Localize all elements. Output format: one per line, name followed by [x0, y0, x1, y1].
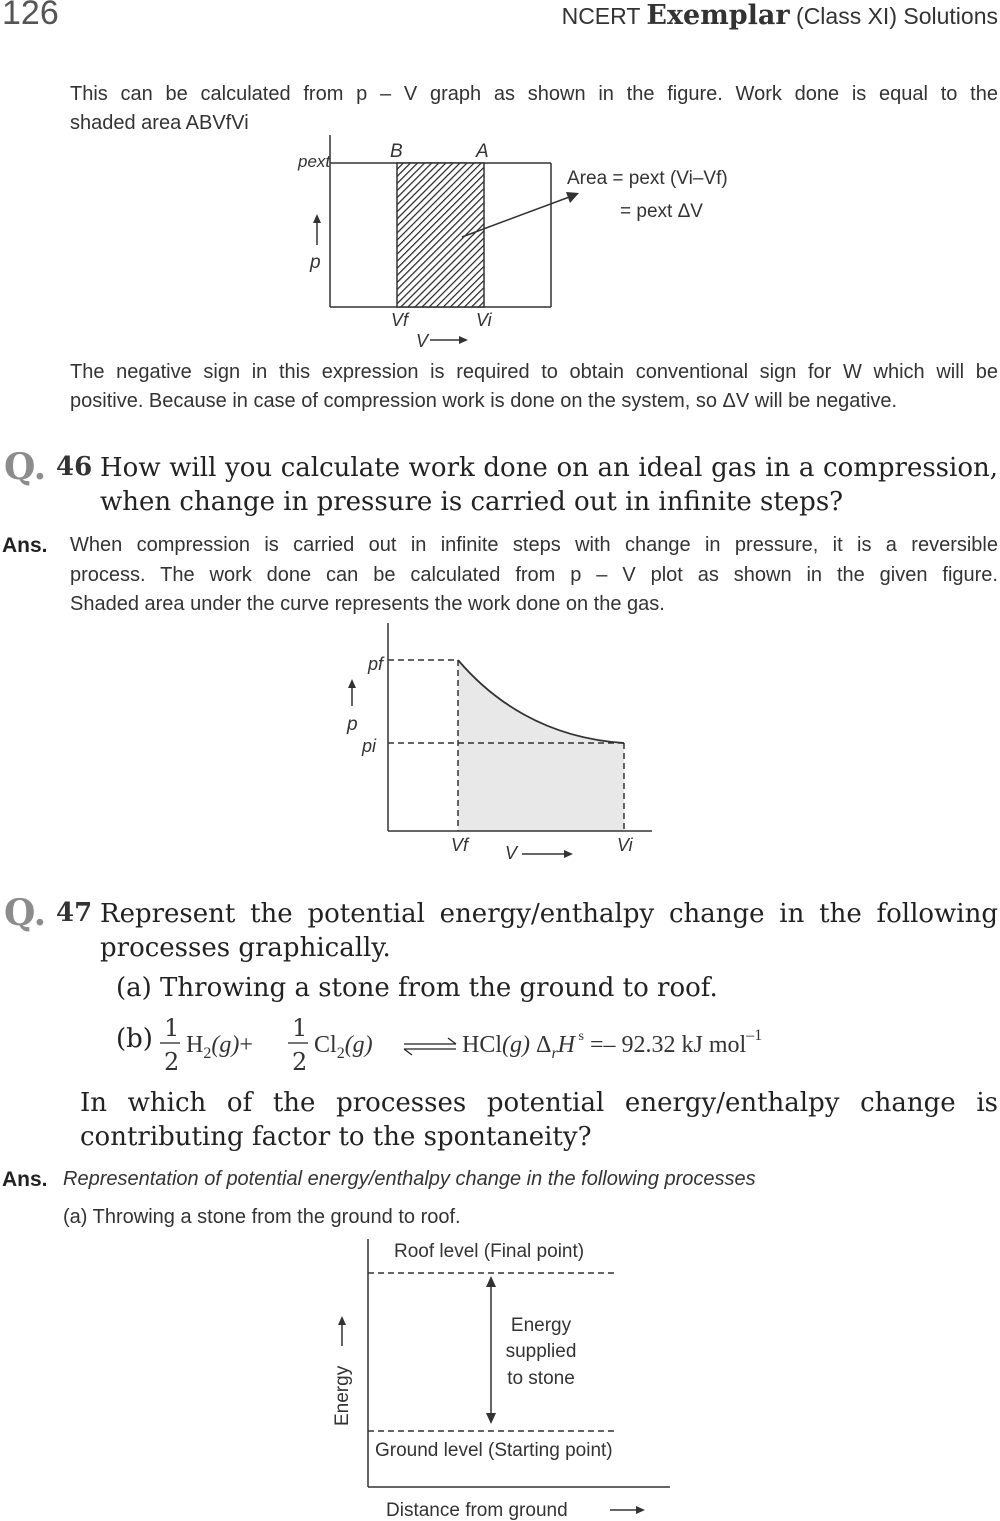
ans47-label: Ans. [2, 1168, 48, 1191]
frac2-den: 2 [292, 1048, 308, 1074]
roof-level-label: Roof level (Final point) [394, 1241, 585, 1262]
figure-energy-stone [320, 1234, 700, 1521]
page-number: 126 [2, 0, 59, 32]
p-axis-arrowhead [348, 679, 356, 688]
q46-line-2: when change in pressure is carried out in infinite steps? [100, 487, 844, 517]
energy-supplied-3: to stone [507, 1368, 575, 1389]
label-vi: Vi [617, 835, 633, 855]
q47-mark: Q. [4, 892, 47, 934]
energy-supplied-1: Energy [510, 1315, 572, 1336]
ans46-line-2: process. The work done can be calculated from p – V plot as shown in the given figure. [70, 564, 998, 586]
q47-line-2: processes graphically. [100, 933, 391, 963]
ans47-intro: Representation of potential energy/enthalpy change in the following processes [63, 1168, 756, 1190]
h2: $H_2(g)+$ [186, 1032, 253, 1062]
intro-line-2: shaded area ABVfVi [70, 112, 249, 134]
figure-pv-constant-pressure [280, 130, 760, 355]
label-v: V [416, 331, 429, 351]
energy-axis-label: Energy [332, 1365, 353, 1426]
label-p: p [347, 714, 358, 735]
header-bold: Exemplar [646, 0, 790, 31]
label-pf: pf [368, 654, 384, 674]
q47-number: 47 [56, 898, 93, 928]
v-axis-arrowhead [564, 850, 573, 858]
label-v-f: Vf [391, 310, 409, 330]
label-vf: Vf [451, 835, 469, 855]
figure-pv-reversible [330, 618, 670, 868]
energy-axis-arrowhead [338, 1316, 346, 1325]
hcl: HCl(g) $\Delta_rH$ $^s$ =– 92.32 kJ mol$^{-1}$ [462, 1027, 763, 1062]
frac1-num: 1 [164, 1014, 180, 1042]
ans46-label: Ans. [2, 534, 48, 557]
q47-line-3: In which of the processes potential energy/enthalpy change is [80, 1088, 998, 1118]
energy-arrow-up-head [486, 1276, 496, 1287]
p-axis-arrowhead [313, 214, 321, 223]
energy-arrow-down-head [486, 1413, 496, 1424]
q47-line-4: contributing factor to the spontaneity? [80, 1122, 592, 1152]
header-suffix: (Class XI) Solutions [789, 3, 998, 29]
area-formula-2: = pext ΔV [620, 201, 703, 222]
intro-line-1: This can be calculated from p – V graph as shown in the figure. Work done is equal to the [70, 83, 998, 105]
q47-part-b-equation [152, 1010, 892, 1074]
v-axis-arrowhead [459, 336, 468, 344]
q47-part-b-label: (b) [116, 1024, 153, 1054]
label-p-ext: pext [298, 152, 331, 171]
after-fig1-line-2: positive. Because in case of compression work is done on the system, so ΔV will be negative. [70, 390, 898, 412]
ground-level-label: Ground level (Starting point) [375, 1440, 613, 1461]
after-fig1-line-1: The negative sign in this expression is required to obtain conventional sign for W which will be [70, 361, 998, 383]
running-header [562, 0, 998, 31]
q46-number: 46 [56, 452, 93, 482]
cl2: $Cl_2(g)$ [314, 1032, 373, 1062]
q46-mark: Q. [4, 446, 47, 488]
label-b: B [390, 141, 403, 162]
area-formula-1: Area = pext (Vi–Vf) [567, 168, 728, 189]
label-v-i: Vi [476, 310, 492, 330]
distance-axis-label: Distance from ground [386, 1500, 568, 1521]
label-p: p [310, 252, 321, 273]
frac2-num: 1 [292, 1014, 308, 1042]
ans46-line-3: Shaded area under the curve represents the work done on the gas. [70, 593, 665, 615]
q46-line-1: How will you calculate work done on an ideal gas in a compression, [100, 453, 998, 483]
label-v: V [505, 843, 518, 863]
ans46-line-1: When compression is carried out in infinite steps with change in pressure, it is a reversible [70, 534, 998, 556]
header-prefix: NCERT [561, 3, 647, 29]
distance-axis-arrowhead [636, 1506, 645, 1514]
label-a: A [476, 141, 489, 162]
energy-supplied-2: supplied [505, 1341, 577, 1362]
eq-arrow-bottom-barb [404, 1049, 412, 1055]
shaded-area [397, 163, 484, 307]
q47-line-1: Represent the potential energy/enthalpy change in the following [100, 899, 998, 929]
label-pi: pi [362, 736, 377, 756]
ans47-part-a: (a) Throwing a stone from the ground to roof. [63, 1206, 461, 1228]
q47-part-b [116, 1010, 896, 1074]
q47-part-a: (a) Throwing a stone from the ground to roof. [116, 973, 718, 1003]
frac1-den: 2 [164, 1048, 180, 1074]
eq-arrow-top-barb [448, 1038, 456, 1044]
